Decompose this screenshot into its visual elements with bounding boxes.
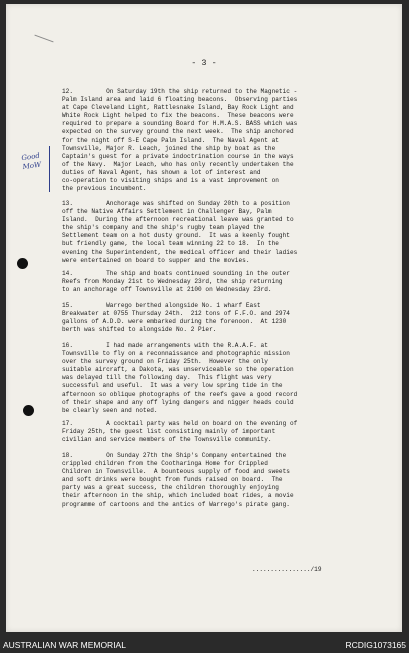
continuation-marker: ................/19 [252,566,322,573]
archive-footer [0,638,409,653]
paragraph-13: 13. Anchorage was shifted on Sunday 20th to a position off the Native Affairs Settlement in Challenger Bay, Palm Island. During the afternoon recreational leave was granted to the ship's company and the ship's rugby team played the Settlement team on a hot dusty ground. It was a keenly fought but friendly game, the local team winning 22 to 18. In the evening the Superintendent, the medical officer and their ladies were entertained on board to supper and the movies. [62,200,298,264]
footer-source: AUSTRALIAN WAR MEMORIAL [3,640,126,650]
paragraph-16: 16. I had made arrangements with the R.A.A.F. at Townsville to fly on a reconnaissance and photographic mission over the survey ground on Friday 25th. However the only suitable aircraft, a Dakota, was unserviceable so the operation was delayed till the following day. This flight was very successful and useful. It was a very low spring tide in the afternoon so oblique photographs of the reefs gave a good record of their shape and any off lying dangers and nigger heads could be clearly seen and noted. [62,342,298,414]
margin-bracket [49,146,53,192]
footer-record-id: RCDIG1073165 [345,640,406,650]
paragraph-18: 18. On Sunday 27th the Ship's Company entertained the crippled children from the Cootharinga Home for Crippled Children in Townsville. A bounteous supply of food and sweets and soft drinks were bought from funds raised on board. The party was a great success, the children thoroughly enjoying their afternoon in the ship, which included boat rides, a movie programme of cartoons and the antics of Warrego's pirate gang. [62,452,294,508]
paragraph-15: 15. Warrego berthed alongside No. 1 wharf East Breakwater at 0755 Thursday 24th. 212 tons of F.F.O. and 2974 gallons of A.D.D. were embarked during the forenoon. At 1230 berth was shifted to alongside No. 2 Pier. [62,302,290,334]
document-page [6,4,402,632]
punch-hole [23,405,34,416]
paragraph-12: 12. On Saturday 19th the ship returned to the Magnetic - Palm Island area and laid 6 floating beacons. Observing parties at Cape Cleveland Light, Rattlesnake Island, Bay Rock Light and White Rock Light helped to fix the beacons. These beacons were required to prepare a sounding Board for H.M.A.S. BASS which was expected on the survey ground the next week. The ship anchored for the night off S-E Cape Palm Island. The Naval Agent at Townsville, Major R. Leach, joined the ship by boat as the Captain's guest for a private indoctrination course in the ways of the Navy. Major Leach, who has only recently undertaken the duties of Naval Agent, has shown a lot of interest and co-operation to visiting ships and is a vast improvement on the previous incumbent. [62,88,298,193]
punch-hole [17,258,28,269]
paragraph-14: 14. The ship and boats continued sounding in the outer Reefs from Monday 21st to Wednesday 23rd, the ship returning to an anchorage off Townsville at 2100 on Wednesday 23rd. [62,270,290,294]
paragraph-17: 17. A cocktail party was held on board on the evening of Friday 25th, the guest list consisting mainly of important civilian and service members of the Townsville community. [62,420,298,444]
paper-mark [34,35,53,43]
margin-annotation: Good MoW [20,151,42,172]
page-number: - 3 - [191,58,217,68]
